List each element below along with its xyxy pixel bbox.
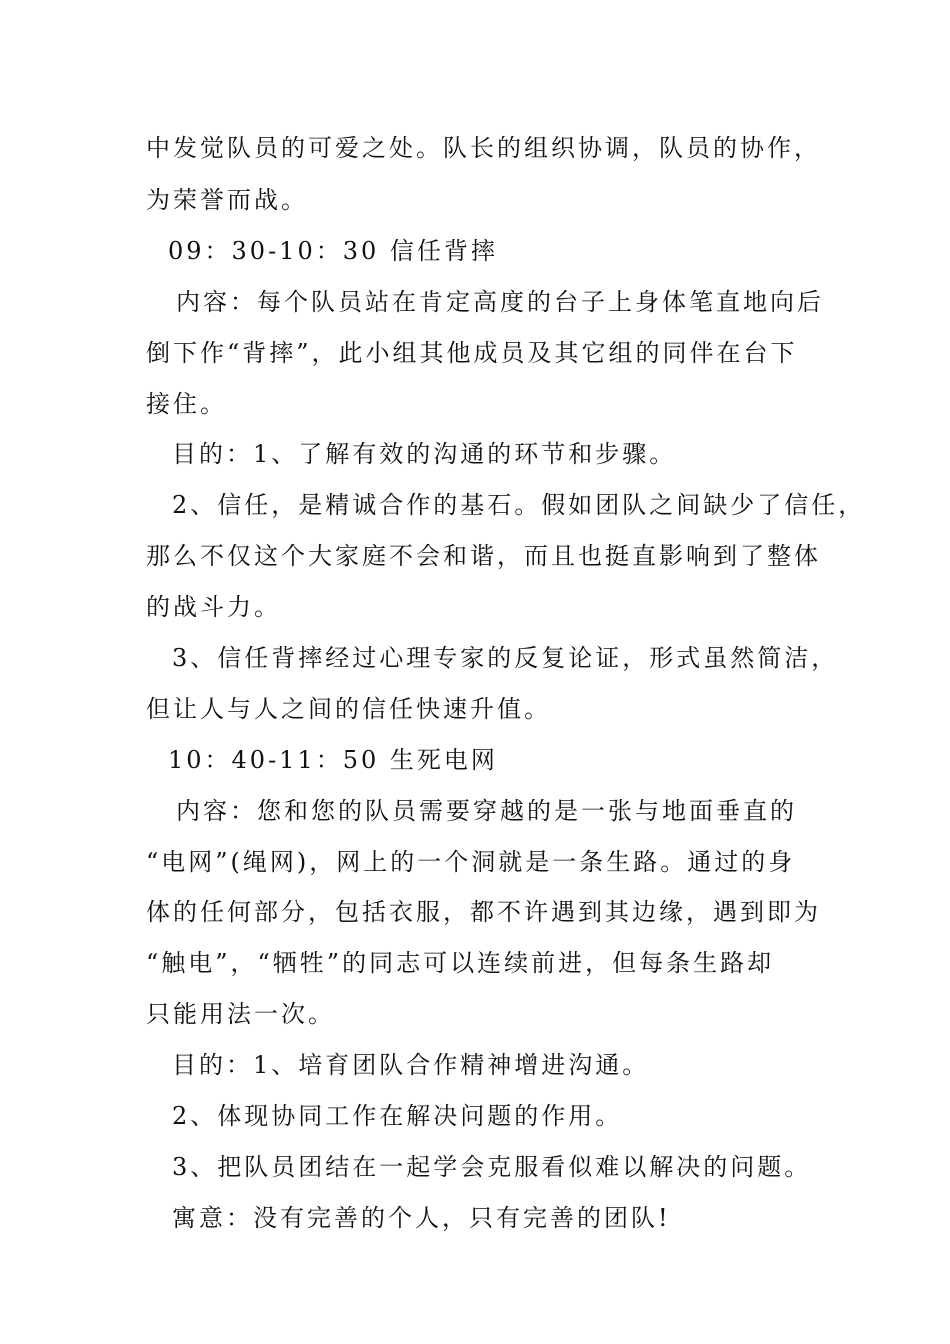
paragraph-line: 目的：1、了解有效的沟通的环节和步骤。 (172, 440, 677, 468)
paragraph-line: 接住。 (146, 390, 227, 418)
section-heading-electric-net: 10：40-11：50 生死电网 (168, 746, 498, 774)
paragraph-line: 倒下作“背摔”，此小组其他成员及其它组的同伴在台下 (146, 339, 798, 367)
paragraph-line: 2、体现协同工作在解决问题的作用。 (172, 1102, 623, 1130)
paragraph-line: 体的任何部分，包括衣服，都不许遇到其边缘，遇到即为 (146, 898, 821, 926)
paragraph-line: 但让人与人之间的信任快速升值。 (146, 695, 551, 723)
paragraph-line: 内容：每个队员站在肯定高度的台子上身体笔直地向后 (176, 288, 824, 316)
paragraph-line: 的战斗力。 (146, 593, 281, 621)
paragraph-line: 那么不仅这个大家庭不会和谐，而且也挺直影响到了整体 (146, 542, 821, 570)
paragraph-line: 3、把队员团结在一起学会克服看似难以解决的问题。 (172, 1153, 812, 1181)
paragraph-line: “电网”(绳网)，网上的一个洞就是一条生路。通过的身 (146, 848, 796, 876)
paragraph-line: 2、信任，是精诚合作的基石。假如团队之间缺少了信任， (172, 491, 866, 519)
section-heading-trust-fall: 09：30-10：30 信任背摔 (168, 237, 498, 265)
paragraph-line: 3、信任背摔经过心理专家的反复论证，形式虽然简洁， (172, 644, 839, 672)
paragraph-line: 寓意：没有完善的个人，只有完善的团队! (172, 1204, 671, 1232)
paragraph-line: 内容：您和您的队员需要穿越的是一张与地面垂直的 (176, 797, 797, 825)
paragraph-line: 为荣誉而战。 (146, 186, 308, 214)
paragraph-line: 中发觉队员的可爱之处。队长的组织协调，队员的协作， (146, 134, 821, 162)
paragraph-line: 只能用法一次。 (146, 1000, 335, 1028)
paragraph-line: 目的：1、培育团队合作精神增进沟通。 (172, 1051, 650, 1079)
paragraph-line: “触电”，“牺牲”的同志可以连续前进，但每条生路却 (146, 949, 775, 977)
